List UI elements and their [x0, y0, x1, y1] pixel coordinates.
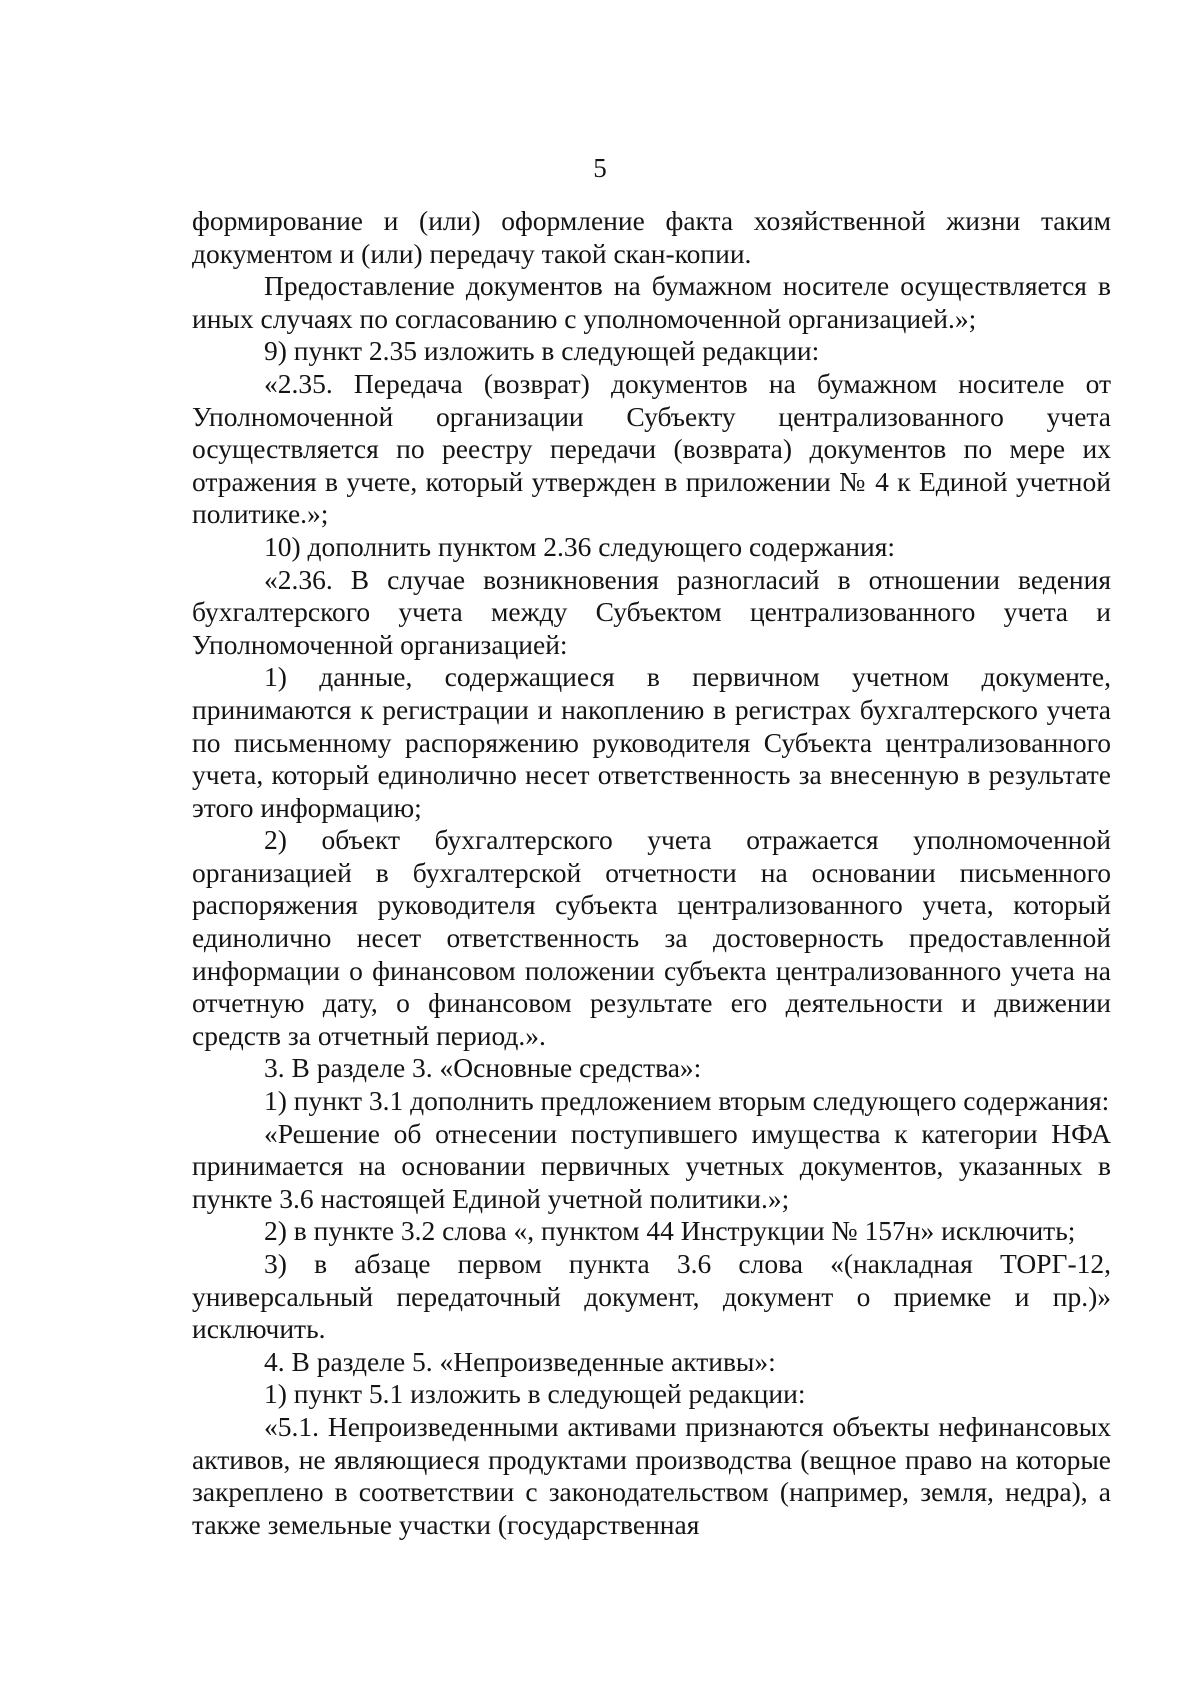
- paragraph-section-5-item-1: 1) пункт 5.1 изложить в следующей редакции:: [264, 1378, 806, 1410]
- paragraph-paper-documents: Предоставление документов на бумажном носителе осуществляется в иных случаях по согласованию с уполномоченной организацией.»;: [192, 270, 1111, 334]
- paragraph-continuation: формирование и (или) оформление факта хозяйственной жизни таким документом и (или) передачу такой скан-копии.: [192, 205, 1111, 269]
- paragraph-section-3-item-3: 3) в абзаце первом пункта 3.6 слова «(накладная ТОРГ-12, универсальный передаточный документ, документ о приемке и пр.)» исключить.: [192, 1248, 1111, 1345]
- paragraph-section-3: 3. В разделе 3. «Основные средства»:: [264, 1052, 702, 1084]
- paragraph-section-3-item-1: 1) пункт 3.1 дополнить предложением вторым следующего содержания:: [264, 1085, 1110, 1117]
- paragraph-subitem-1: 1) данные, содержащиеся в первичном учетном документе, принимаются к регистрации и накоплению в регистрах бухгалтерского учета по письменному распоряжению руководителя Субъекта централизованного учета, который единолично несет ответственность за внесенную в результате этого информацию;: [192, 661, 1111, 823]
- paragraph-clause-2-35: «2.35. Передача (возврат) документов на бумажном носителе от Уполномоченной организации Субъекту централизованного учета осуществляется по реестру передачи (возврата) документов по мере их отражения в учете, который утвержден в приложении № 4 к Единой учетной политике.»;: [192, 367, 1111, 530]
- document-body: [192, 205, 1111, 1541]
- paragraph-clause-5-1: «5.1. Непроизведенными активами признаются объекты нефинансовых активов, не являющиеся продуктами производства (вещное право на которые закреплено в соответствии с законодательством (например, земля, недра), а также земельные участки (государственная: [192, 1410, 1111, 1540]
- paragraph-item-10: 10) дополнить пунктом 2.36 следующего содержания:: [264, 530, 896, 562]
- page-number: 5: [593, 153, 607, 183]
- paragraph-nfa-decision: «Решение об отнесении поступившего имущества к категории НФА принимается на основании первичных учетных документов, указанных в пункте 3.6 настоящей Единой учетной политики.»;: [192, 1117, 1111, 1214]
- paragraph-clause-2-36: «2.36. В случае возникновения разногласий в отношении ведения бухгалтерского учета между Субъектом централизованного учета и Уполномоченной организацией:: [192, 563, 1111, 660]
- paragraph-section-3-item-2: 2) в пункте 3.2 слова «, пунктом 44 Инструкции № 157н» исключить;: [264, 1215, 1076, 1247]
- paragraph-item-9: 9) пункт 2.35 изложить в следующей редакции:: [264, 335, 820, 367]
- paragraph-section-5: 4. В разделе 5. «Непроизведенные активы»:: [264, 1345, 776, 1377]
- paragraph-subitem-2: 2) объект бухгалтерского учета отражается уполномоченной организацией в бухгалтерской отчетности на основании письменного распоряжения руководителя субъекта централизованного учета, который единолично несет ответственность за достоверность предоставленной информации о финансовом положении субъекта централизованного учета на отчетную дату, о финансовом результате его деятельности и движении средств за отчетный период.».: [192, 824, 1111, 1051]
